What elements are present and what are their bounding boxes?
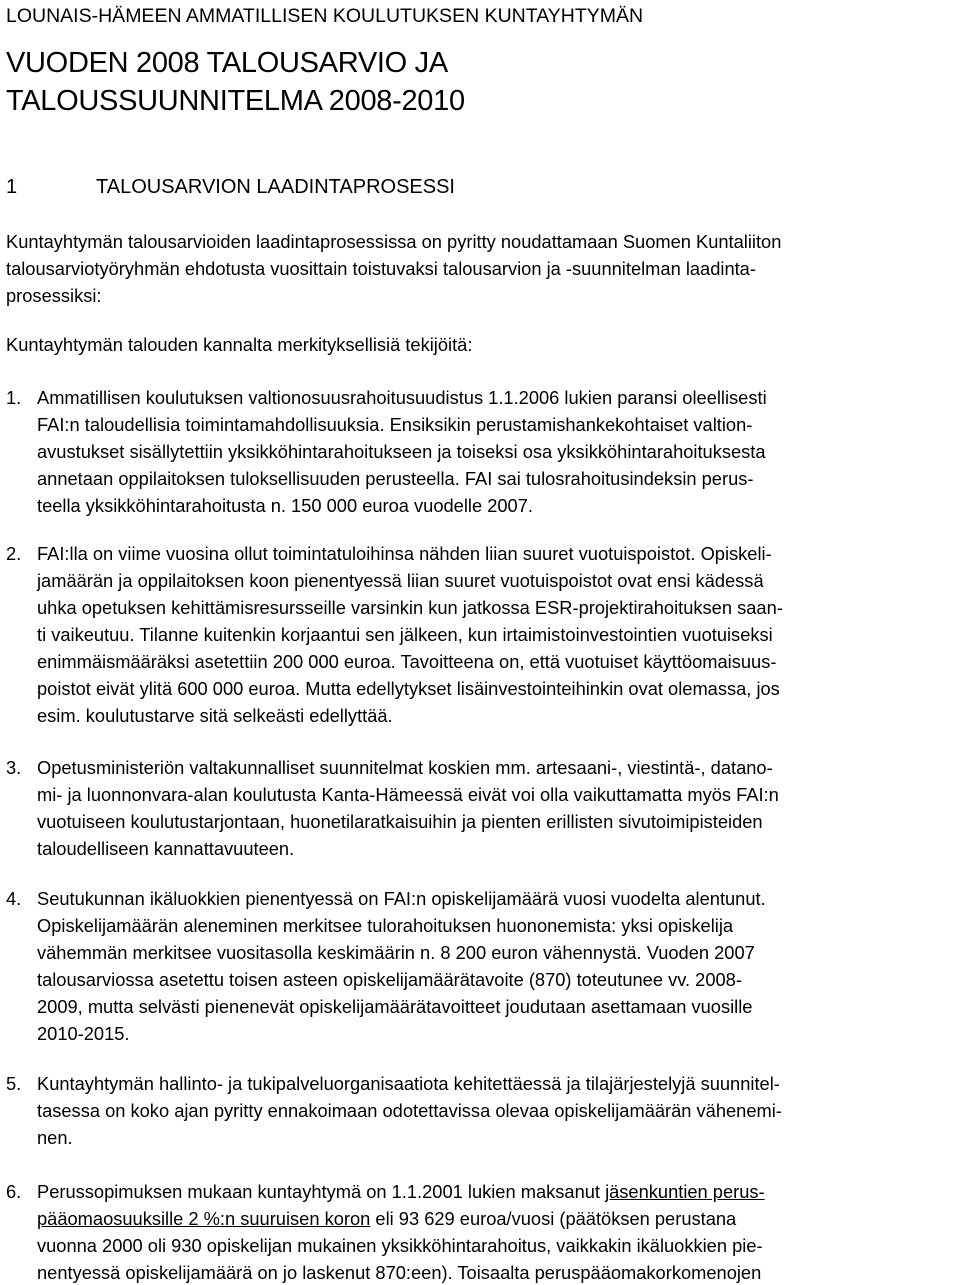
item-line: 2010-2015.	[37, 1023, 130, 1044]
document-title-line-2: TALOUSSUUNNITELMA 2008-2010	[6, 85, 465, 117]
underlined-text: pääomaosuuksille 2 %:n suuruisen koron	[37, 1208, 371, 1229]
item-line: talousarviossa asetettu toisen asteen opiskelijamäärätavoite (870) toteutunee vv. 2008-	[37, 969, 742, 990]
item-line: tasessa on koko ajan pyritty ennakoimaan odotettavissa olevaa opiskelijamäärän vähenemi-	[37, 1100, 782, 1121]
item-line-text: Perussopimuksen mukaan kuntayhtymä on 1.1.2001 lukien maksanut	[37, 1181, 606, 1202]
item-line: Opiskelijamäärän aleneminen merkitsee tulorahoituksen huononemista: yksi opiskelija	[37, 915, 734, 936]
intro-line-1: Kuntayhtymän talousarvioiden laadintaprosessissa on pyritty noudattamaan Suomen Kuntaliiton	[6, 231, 782, 252]
organization-header: LOUNAIS-HÄMEEN AMMATILLISEN KOULUTUKSEN KUNTAYHTYMÄN	[6, 5, 644, 27]
item-line: vuotuiseen koulutustarjontaan, huonetilaratkaisuihin ja pienten erillisten sivutoimipisteiden	[37, 811, 763, 832]
document-title-line-1: VUODEN 2008 TALOUSARVIO JA	[6, 47, 448, 79]
item-line: avustukset sisällytettiin yksikköhintarahoitukseen ja toiseksi osa yksikköhintarahoituksesta	[37, 441, 766, 462]
item-number: 6.	[6, 1181, 22, 1202]
item-line: teella yksikköhintarahoitusta n. 150 000 euroa vuodelle 2007.	[37, 495, 533, 516]
item-number: 1.	[6, 387, 22, 408]
item-line: uhka opetuksen kehittämisresursseille varsinkin kun jatkossa ESR-projektirahoituksen saan-	[37, 597, 783, 618]
item-line: FAI:lla on viime vuosina ollut toimintatuloihinsa nähden liian suuret vuotuispoistot. Opiskeli-	[37, 543, 772, 564]
item-line: annetaan oppilaitoksen tuloksellisuuden perusteella. FAI sai tulosrahoitusindeksin perus-	[37, 468, 754, 489]
item-line: taloudelliseen kannattavuuteen.	[37, 838, 295, 859]
item-line: enimmäismääräksi asetettiin 200 000 euroa. Tavoitteena on, että vuotuiset käyttöomaisuus-	[37, 651, 777, 672]
item-line: Kuntayhtymän hallinto- ja tukipalveluorganisaatiota kehitettäessä ja tilajärjestelyjä suunnitel-	[37, 1073, 780, 1094]
factors-heading: Kuntayhtymän talouden kannalta merkityksellisiä tekijöitä:	[6, 334, 473, 355]
item-line: esim. koulutustarve sitä selkeästi edellyttää.	[37, 705, 393, 726]
item-number: 3.	[6, 757, 22, 778]
item-line: vuonna 2000 oli 930 opiskelijan mukainen yksikköhintarahoitus, vaikkakin ikäluokkien pie-	[37, 1235, 763, 1256]
section-heading: TALOUSARVION LAADINTAPROSESSI	[96, 176, 455, 198]
item-line: Seutukunnan ikäluokkien pienentyessä on FAI:n opiskelijamäärä vuosi vuodelta alentunut.	[37, 888, 766, 909]
section-number: 1	[6, 176, 18, 198]
item-line: Opetusministeriön valtakunnalliset suunnitelmat koskien mm. artesaani-, viestintä-, datano-	[37, 757, 773, 778]
item-line	[37, 1180, 765, 1204]
item-line: FAI:n taloudellisia toimintamahdollisuuksia. Ensiksikin perustamishankekohtaiset valtion-	[37, 414, 753, 435]
item-line: nen.	[37, 1127, 73, 1148]
item-number: 2.	[6, 543, 22, 564]
item-number: 5.	[6, 1073, 22, 1094]
item-line: mi- ja luonnonvara-alan koulutusta Kanta-Hämeessä eivät voi olla vaikuttamatta myös FAI:n	[37, 784, 779, 805]
item-line: 2009, mutta selvästi pienenevät opiskelijamäärätavoitteet joudutaan asettamaan vuosille	[37, 996, 753, 1017]
item-line: ti vaikeutuu. Tilanne kuitenkin korjaantui sen jälkeen, kun irtaimistoinvestointien vuotuiseksi	[37, 624, 773, 645]
intro-line-2: talousarviotyöryhmän ehdotusta vuosittain toistuvaksi talousarvion ja -suunnitelman laadinta-	[6, 258, 756, 279]
item-line: jamäärän ja oppilaitoksen koon pienentyessä liian suuret vuotuispoistot ovat ensi kädessä	[37, 570, 764, 591]
item-line	[37, 1207, 736, 1231]
item-line: vähemmän merkitsee vuositasolla keskimäärin n. 8 200 euron vähennystä. Vuoden 2007	[37, 942, 755, 963]
item-number: 4.	[6, 888, 22, 909]
underlined-text: jäsenkuntien perus-	[605, 1181, 765, 1202]
item-line: poistot eivät ylitä 600 000 euroa. Mutta edellytykset lisäinvestointeihinkin ovat olemassa, jos	[37, 678, 780, 699]
item-line: Ammatillisen koulutuksen valtionosuusrahoitusuudistus 1.1.2006 lukien paransi oleellisesti	[37, 387, 767, 408]
item-line-text: eli 93 629 euroa/vuosi (päätöksen perustana	[370, 1208, 737, 1229]
intro-line-3: prosessiksi:	[6, 285, 102, 306]
item-line: nentyessä opiskelijamäärä on jo laskenut 870:een). Toisaalta peruspääomakorkomenojen	[37, 1262, 762, 1283]
